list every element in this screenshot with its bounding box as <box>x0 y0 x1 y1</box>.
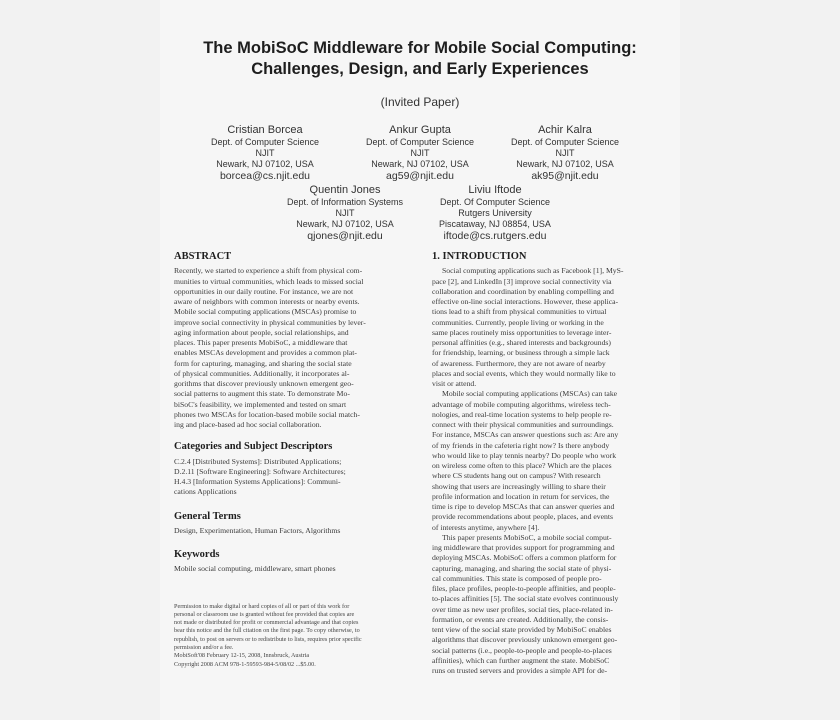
permission-line: permission and/or a fee. <box>174 643 234 651</box>
intro-line: effective on-line social interactions. However, these applica- <box>432 297 619 306</box>
left-column <box>174 252 409 669</box>
title-line-2: Challenges, Design, and Early Experiences <box>251 60 589 78</box>
intro-line: files, place profiles, people-to-people affinities, and people- <box>432 584 616 593</box>
author-institution: NJIT <box>555 148 575 158</box>
abstract-line: aware of neighbors with common interests or nearby events. <box>174 297 360 306</box>
keywords-text: Mobile social computing, middleware, smart phones <box>174 564 336 574</box>
permission-line: MobiSoft'08 February 12-15, 2008, Innsbruck, Austria <box>174 652 310 660</box>
right-column <box>432 252 667 676</box>
abstract-line: ing and place-based ad hoc social collaboration. <box>174 420 322 429</box>
author-email: borcea@cs.njit.edu <box>219 170 311 182</box>
author-name: Ankur Gupta <box>389 124 451 136</box>
author-institution: NJIT <box>410 148 430 158</box>
intro-line: who would like to play tennis nearby? Do people who work <box>432 450 617 460</box>
intro-line: capturing, managing, and sharing the social state of physi- <box>432 563 612 573</box>
author-email: ag59@njit.edu <box>386 170 454 182</box>
intro-line: communities. Currently, people living or working in the <box>432 317 604 327</box>
author-block <box>415 183 575 242</box>
abstract-line: biSoC's feasibility, we implemented and tested on smart <box>174 399 347 409</box>
author-address: Newark, NJ 07102, USA <box>216 159 314 169</box>
author-block <box>190 123 340 182</box>
abstract-line: improve social connectivity in physical communities by lever- <box>174 317 366 327</box>
permission-line: Copyright 2008 ACM 978-1-59593-984-5/08/02 ...$5.00. <box>174 660 316 668</box>
title-line-1: The MobiSoC Middleware for Mobile Social Computing: <box>203 39 637 57</box>
author-dept: Dept. of Information Systems <box>286 197 404 207</box>
abstract-line: social patterns to augment this state. To demonstrate Mo- <box>174 389 350 399</box>
general-terms-heading: General Terms <box>174 510 241 522</box>
intro-line: social patterns (i.e., people-to-people and people-to-places <box>432 645 612 655</box>
paper-page <box>160 0 680 720</box>
intro-line: deploying MSCAs. MobiSoC offers a common platform for <box>432 553 617 563</box>
intro-line: tions lead to a shift from physical communities to virtual <box>432 307 607 317</box>
permission-line: republish, to post on servers or to redistribute to lists, requires prior specific <box>174 635 362 643</box>
abstract-heading: ABSTRACT <box>174 251 232 262</box>
paper-title <box>160 38 680 80</box>
keywords-heading: Keywords <box>174 549 220 560</box>
intro-line: affinities), which can further augment the state. MobiSoC <box>432 655 610 665</box>
intro-line: over time as new user profiles, social ties, place-related in- <box>432 604 613 614</box>
author-email: iftode@cs.rutgers.edu <box>443 230 547 242</box>
category-line: cations Applications <box>174 487 237 497</box>
intro-line: time is ripe to develop MSCAs that can answer queries and <box>432 502 615 511</box>
author-email: qjones@njit.edu <box>307 230 383 242</box>
abstract-line: Mobile social computing applications (MSCAs) promise to <box>174 307 357 317</box>
author-institution: NJIT <box>335 208 355 218</box>
author-name: Achir Kalra <box>538 124 592 136</box>
intro-line: of interests anytime, anywhere [4]. <box>432 522 540 532</box>
abstract-line: opportunities in our daily routine. For instance, we are not <box>174 286 354 296</box>
author-block <box>345 123 495 182</box>
introduction-heading: 1. INTRODUCTION <box>432 251 527 262</box>
intro-line: profile information and location in return for services, the <box>432 491 610 501</box>
intro-line: pace [2], and LinkedIn [3] improve social connectivity via <box>432 276 612 286</box>
author-dept: Dept. of Computer Science <box>210 137 320 147</box>
permission-line: bear this notice and the full citation on the first page. To copy otherwise, to <box>174 627 360 635</box>
paper-subtitle: (Invited Paper) <box>380 95 460 109</box>
intro-line: ing middleware that provides support for programming and <box>432 543 615 552</box>
general-terms-text: Design, Experimentation, Human Factors, Algorithms <box>174 525 341 535</box>
author-address: Newark, NJ 07102, USA <box>296 219 394 229</box>
abstract-line: places. This paper presents MobiSoC, a middleware that <box>174 338 348 347</box>
author-institution: Rutgers University <box>458 208 532 218</box>
intro-line: visit or attend. <box>432 379 477 388</box>
permission-line: not made or distributed for profit or commercial advantage and that copies <box>174 619 359 627</box>
permission-line: Permission to make digital or hard copies of all or part of this work for <box>174 602 350 610</box>
permission-notice <box>174 603 409 669</box>
category-line: C.2.4 [Distributed Systems]: Distributed Applications; <box>174 456 342 466</box>
intro-line: tent view of the social state provided by MobiSoC enables <box>432 625 612 634</box>
author-institution: NJIT <box>255 148 275 158</box>
author-block <box>490 123 640 182</box>
categories-heading: Categories and Subject Descriptors <box>174 441 333 453</box>
categories-body <box>174 457 409 498</box>
permission-line: personal or classroom use is granted without fee provided that copies are <box>174 610 355 618</box>
intro-line: For instance, MSCAs can answer questions such as: Are any <box>432 430 619 440</box>
intro-line: same places routinely miss opportunities to leverage inter- <box>432 327 612 337</box>
intro-line: on wireless come often to this place? Which are the places <box>432 461 612 470</box>
intro-line: personal affinities (e.g., shared interests and backgrounds) <box>432 338 611 347</box>
author-dept: Dept. of Computer Science <box>510 137 620 147</box>
category-line: D.2.11 [Software Engineering]: Software Architectures; <box>174 466 346 476</box>
author-name: Quentin Jones <box>309 184 381 196</box>
author-address: Newark, NJ 07102, USA <box>371 159 469 169</box>
author-block <box>265 183 425 242</box>
abstract-line: of physical communities. Additionally, it incorporates al- <box>174 368 350 378</box>
abstract-body <box>174 266 409 430</box>
intro-line: places and social events, which they would normally like to <box>432 368 616 378</box>
author-email: ak95@njit.edu <box>531 170 599 182</box>
abstract-line: Recently, we started to experience a shift from physical com- <box>174 266 363 276</box>
intro-line: nologies, and real-time location systems to help people re- <box>432 409 612 419</box>
intro-line: This paper presents MobiSoC, a mobile social comput- <box>442 532 612 542</box>
intro-line: cal communities. This state is composed of people pro- <box>432 573 602 583</box>
intro-line: algorithms that discover previously unknown emergent geo- <box>432 635 618 645</box>
intro-line: showing that users are increasingly willing to share their <box>432 481 606 491</box>
introduction-body <box>432 266 667 676</box>
author-address: Newark, NJ 07102, USA <box>516 159 614 169</box>
abstract-line: aging information about people, social relationships, and <box>174 327 349 337</box>
intro-line: provide recommendations about people, places, and events <box>432 512 614 522</box>
intro-line: Social computing applications such as Facebook [1], MyS- <box>442 266 624 276</box>
intro-line: for friendship, learning, or business through a simple lack <box>432 348 610 358</box>
category-line: H.4.3 [Information Systems Applications]: Communi- <box>174 477 341 486</box>
intro-line: connect with their physical communities and surroundings. <box>432 420 614 429</box>
author-address: Piscataway, NJ 08854, USA <box>439 219 551 229</box>
author-name: Liviu Iftode <box>468 184 522 196</box>
abstract-line: munities to virtual communities, which leads to missed social <box>174 276 364 286</box>
abstract-line: form for capturing, managing, and sharing the social state <box>174 358 352 368</box>
intro-line: Mobile social computing applications (MSCAs) can take <box>442 389 618 399</box>
intro-line: of my friends in the cafeteria right now? Is there anybody <box>432 440 610 450</box>
author-name: Cristian Borcea <box>227 124 303 136</box>
intro-line: collaboration and coordination by enabling compelling and <box>432 286 614 296</box>
author-dept: Dept. of Computer Science <box>365 137 475 147</box>
intro-line: to-places affinities [5]. The social state evolves continuously <box>432 594 619 604</box>
intro-line: where CS students hang out on campus? With research <box>432 471 601 481</box>
intro-line: of awareness. Furthermore, they are not aware of nearby <box>432 358 606 368</box>
intro-line: advantage of mobile computing algorithms, wireless tech- <box>432 399 611 409</box>
author-dept: Dept. Of Computer Science <box>439 197 551 207</box>
abstract-line: enables MSCAs development and provides a common plat- <box>174 348 357 358</box>
abstract-line: gorithms that discover previously unknown emergent geo- <box>174 379 354 388</box>
intro-line: formation, or events are created. Additionally, the consis- <box>432 614 609 624</box>
abstract-line: phones two MSCAs for location-based mobile social match- <box>174 409 360 419</box>
intro-line: runs on trusted servers and provides a simple API for de- <box>432 666 608 675</box>
